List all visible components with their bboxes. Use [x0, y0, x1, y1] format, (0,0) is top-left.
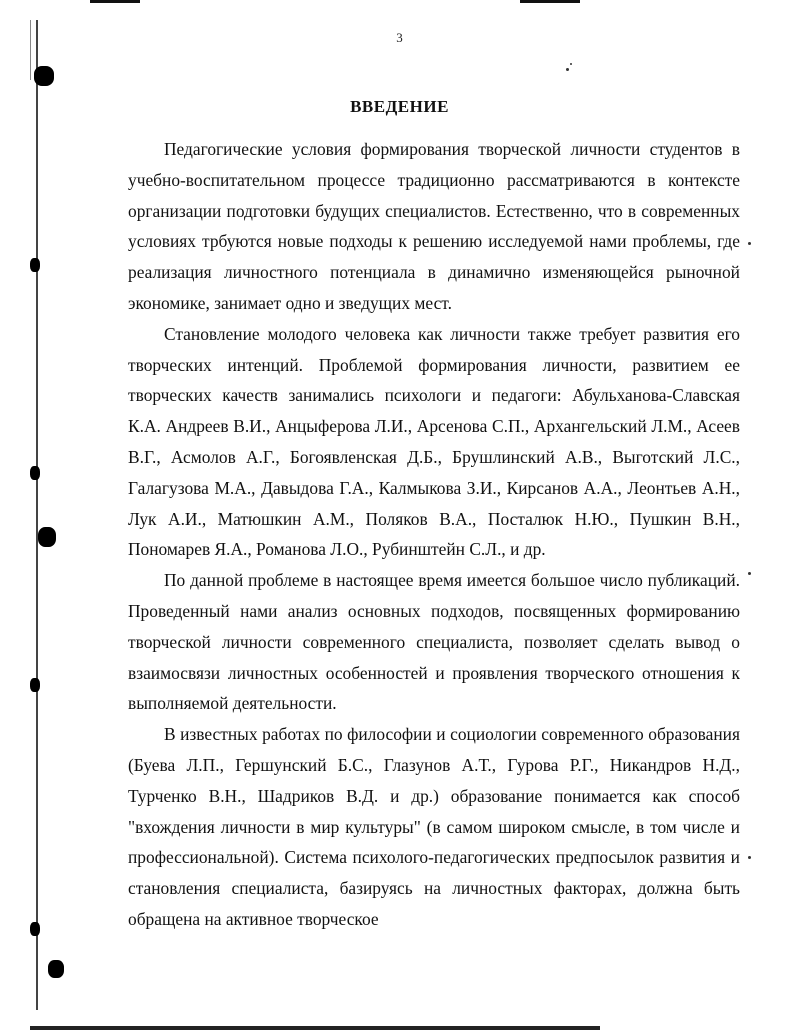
- scan-speck: [748, 856, 751, 859]
- scan-edge-line: [30, 1026, 600, 1030]
- scan-blot: [30, 678, 40, 692]
- page-title: ВВЕДЕНИЕ: [350, 97, 449, 116]
- paragraph: В известных работах по философии и социологии современного образования (Буева Л.П., Гершунский Б.С., Глазунов А.Т., Гурова Р.Г., Никандров Н.Д., Турченко В.Н., Шадриков В.Д. и др.) образование понимается как способ "вхождения личности в мир культуры" (в самом широком смысле, в том числе и профессиональной). Система психолого-педагогических предпосылок развития и становления специалиста, базируясь на личностных факторах, должна быть обращена на активное творческое: [128, 724, 740, 929]
- scan-speck: [748, 572, 751, 575]
- document-body: [128, 134, 740, 935]
- paragraph: По данной проблеме в настоящее время имеется большое число публикаций. Проведенный нами анализ основных подходов, посвященных формированию творческой личности современного специалиста, позволяет сделать вывод о взаимосвязи личностных особенностей и проявления творческого отношения к выполняемой деятельности.: [128, 570, 740, 714]
- scan-speck: [566, 68, 569, 71]
- page-number: 3: [396, 30, 403, 45]
- scan-edge-line: [520, 0, 580, 3]
- scan-edge-line: [90, 0, 140, 3]
- scan-blot: [48, 960, 64, 978]
- scan-speck: [748, 242, 751, 245]
- scan-blot: [30, 466, 40, 480]
- scan-blot: [30, 922, 40, 936]
- scan-speck: [570, 63, 572, 65]
- paragraph: Педагогические условия формирования творческой личности студентов в учебно-воспитательном процессе традиционно рассматриваются в контексте организации подготовки будущих специалистов. Естественно, что в современных условиях трбуются новые подходы к решению исследуемой нами проблемы, где реализация личностного потенциала в динамично изменяющейся рыночной экономике, занимает одно и зведущих мест.: [128, 139, 740, 313]
- scan-edge-line: [36, 20, 38, 1010]
- scan-blot: [38, 527, 56, 547]
- scan-blot: [34, 66, 54, 86]
- paragraph: Становление молодого человека как личности также требует развития его творческих интенций. Проблемой формирования личности, развитием ее творческих качеств занимались психологи и педагоги: Абульханова-Славская К.А. Андреев В.И., Анцыферова Л.И., Арсенова С.П., Архангельский Л.М., Асеев В.Г., Асмолов А.Г., Богоявленская Д.Б., Брушлинский А.В., Выготский Л.С., Галагузова М.А., Давыдова Г.А., Калмыкова З.И., Кирсанов А.А., Леонтьев А.Н., Лук А.И., Матюшкин А.М., Поляков В.А., Посталюк Н.Ю., Пушкин В.Н., Пономарев Я.А., Романова Л.О., Рубинштейн С.Л., и др.: [128, 323, 740, 560]
- scan-edge-line: [30, 20, 31, 80]
- scan-blot: [30, 258, 40, 272]
